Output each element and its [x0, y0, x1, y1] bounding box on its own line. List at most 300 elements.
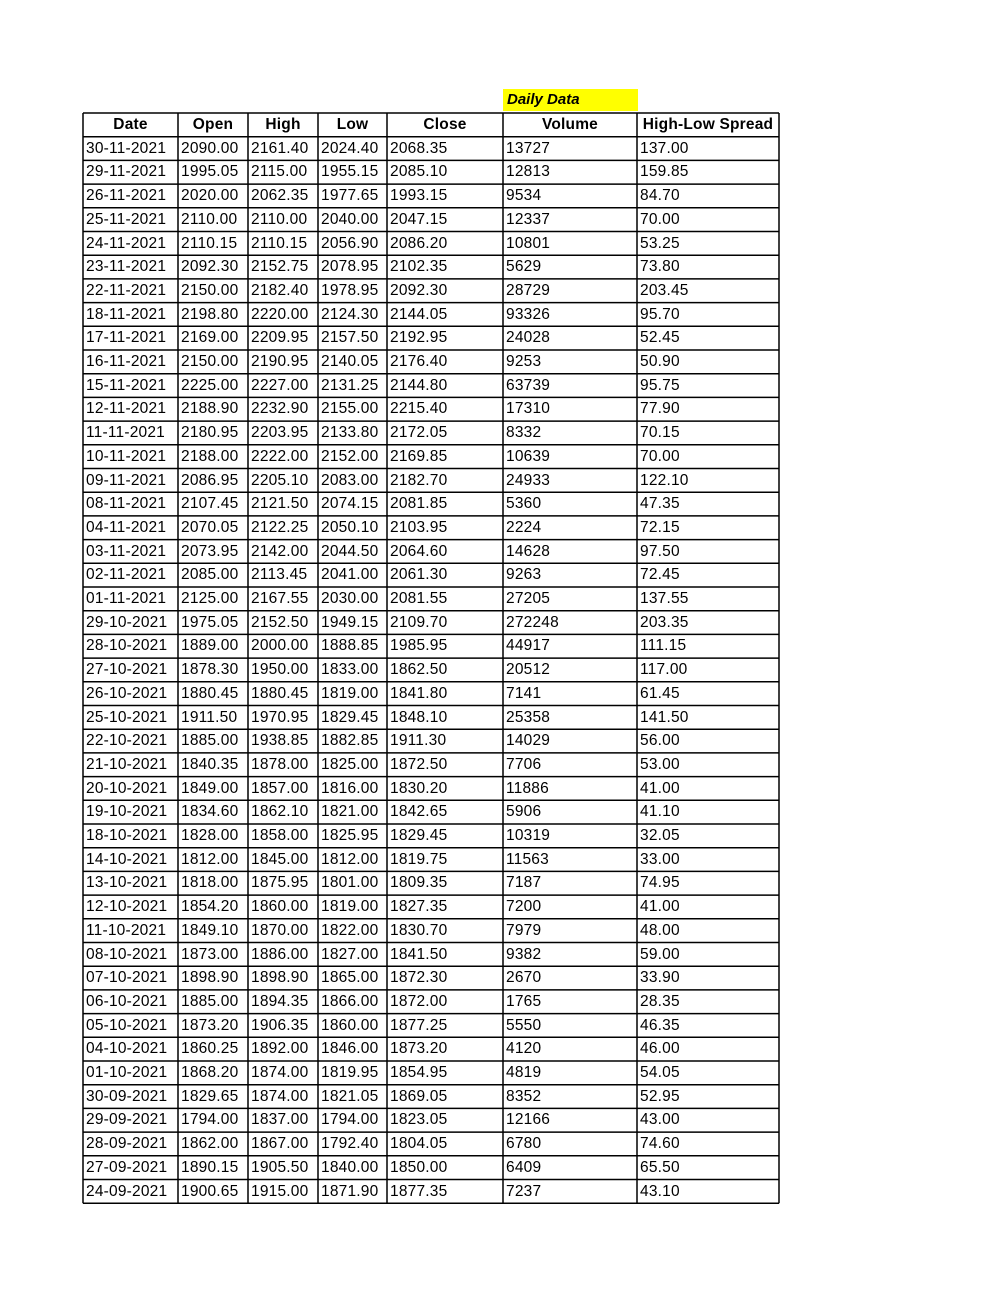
cell-volume: 7200 [506, 898, 542, 916]
cell-low: 1833.00 [321, 661, 379, 679]
cell-spread: 203.45 [640, 281, 689, 299]
cell-date: 22-10-2021 [86, 732, 168, 750]
cell-low: 2074.15 [321, 495, 379, 513]
cell-low: 2124.30 [321, 305, 379, 323]
cell-low: 1865.00 [321, 969, 379, 987]
cell-date: 01-11-2021 [86, 590, 167, 607]
cell-volume: 14029 [506, 732, 551, 750]
cell-close: 1823.05 [390, 1111, 448, 1129]
cell-volume: 272248 [506, 613, 559, 631]
cell-spread: 46.00 [640, 1040, 680, 1058]
cell-close: 1985.95 [390, 637, 448, 655]
cell-high: 1950.00 [251, 661, 309, 679]
cell-volume: 24028 [506, 329, 551, 347]
cell-close: 1804.05 [390, 1135, 448, 1153]
cell-low: 2155.00 [321, 400, 379, 418]
cell-date: 21-10-2021 [86, 755, 168, 773]
cell-volume: 17310 [506, 400, 551, 418]
cell-close: 2102.35 [390, 258, 448, 276]
cell-open: 2150.00 [181, 281, 239, 299]
cell-close: 1862.50 [390, 661, 448, 679]
cell-spread: 84.70 [640, 187, 680, 205]
cell-high: 2220.00 [251, 305, 309, 323]
cell-volume: 27205 [506, 590, 551, 607]
cell-spread: 61.45 [640, 684, 680, 702]
cell-volume: 12166 [506, 1111, 551, 1129]
cell-low: 1949.15 [321, 613, 379, 631]
cell-high: 1870.00 [251, 921, 309, 939]
cell-date: 18-11-2021 [86, 305, 167, 323]
cell-spread: 159.85 [640, 163, 689, 181]
cell-high: 2203.95 [251, 424, 309, 442]
cell-low: 2133.80 [321, 424, 379, 442]
cell-volume: 9534 [506, 187, 542, 205]
cell-low: 2056.90 [321, 234, 379, 252]
cell-date: 26-10-2021 [86, 684, 168, 702]
cell-close: 2172.05 [390, 424, 448, 442]
header-date: Date [113, 116, 148, 133]
daily-data-label: Daily Data [503, 89, 638, 111]
cell-high: 1874.00 [251, 1087, 309, 1105]
cell-date: 14-10-2021 [86, 850, 168, 868]
cell-close: 2047.15 [390, 210, 448, 228]
cell-high: 1862.10 [251, 803, 309, 821]
cell-close: 2092.30 [390, 281, 448, 299]
cell-low: 2044.50 [321, 542, 379, 560]
cell-open: 1829.65 [181, 1087, 239, 1105]
cell-high: 2152.75 [251, 258, 309, 276]
cell-date: 13-10-2021 [86, 874, 168, 892]
cell-date: 22-11-2021 [86, 281, 167, 299]
cell-high: 1880.45 [251, 684, 309, 702]
cell-open: 1885.00 [181, 732, 239, 750]
cell-close: 2103.95 [390, 518, 448, 536]
cell-high: 2121.50 [251, 495, 309, 513]
cell-date: 08-11-2021 [86, 495, 167, 513]
cell-open: 1828.00 [181, 827, 239, 844]
cell-spread: 32.05 [640, 827, 680, 844]
cell-date: 12-11-2021 [86, 400, 167, 418]
cell-spread: 65.50 [640, 1158, 680, 1176]
cell-date: 25-10-2021 [86, 708, 168, 726]
cell-volume: 63739 [506, 376, 551, 394]
cell-low: 1871.90 [321, 1182, 379, 1200]
cell-low: 1978.95 [321, 281, 379, 299]
cell-spread: 70.15 [640, 424, 680, 442]
cell-low: 2152.00 [321, 447, 379, 465]
cell-close: 2081.55 [390, 590, 448, 607]
cell-high: 2222.00 [251, 447, 309, 465]
cell-low: 1829.45 [321, 708, 379, 726]
cell-close: 1911.30 [390, 732, 447, 750]
cell-volume: 14628 [506, 542, 551, 560]
cell-close: 1819.75 [390, 850, 448, 868]
cell-date: 27-10-2021 [86, 661, 168, 679]
cell-low: 1812.00 [321, 850, 379, 868]
cell-spread: 54.05 [640, 1064, 680, 1081]
cell-volume: 7706 [506, 755, 542, 773]
cell-low: 2030.00 [321, 590, 379, 607]
cell-close: 2215.40 [390, 400, 448, 418]
header-spread: High-Low Spread [642, 116, 774, 133]
cell-high: 1845.00 [251, 850, 309, 868]
cell-date: 05-10-2021 [86, 1016, 168, 1034]
cell-low: 1801.00 [321, 874, 379, 892]
cell-spread: 46.35 [640, 1016, 680, 1034]
cell-close: 1877.35 [390, 1182, 448, 1200]
cell-volume: 5629 [506, 258, 542, 276]
cell-spread: 70.00 [640, 447, 680, 465]
cell-open: 1849.10 [181, 921, 239, 939]
cell-high: 2142.00 [251, 542, 309, 560]
cell-close: 2144.80 [390, 376, 448, 394]
header-close: Close [423, 116, 467, 133]
cell-open: 1873.00 [181, 945, 239, 963]
cell-date: 04-11-2021 [86, 518, 167, 536]
cell-spread: 77.90 [640, 400, 680, 418]
cell-date: 24-11-2021 [86, 234, 167, 252]
cell-high: 2110.15 [251, 234, 308, 252]
cell-date: 16-11-2021 [86, 353, 167, 370]
cell-date: 11-10-2021 [86, 921, 167, 939]
cell-close: 1993.15 [390, 187, 448, 205]
cell-low: 1846.00 [321, 1040, 379, 1058]
cell-close: 1872.30 [390, 969, 448, 987]
cell-spread: 122.10 [640, 471, 689, 489]
cell-open: 1995.05 [181, 163, 239, 181]
cell-volume: 10639 [506, 447, 551, 465]
cell-volume: 20512 [506, 661, 551, 679]
cell-date: 15-11-2021 [86, 376, 167, 394]
cell-open: 2070.05 [181, 518, 239, 536]
cell-volume: 13727 [506, 139, 551, 157]
cell-close: 1830.70 [390, 921, 448, 939]
cell-spread: 48.00 [640, 921, 680, 939]
cell-open: 2090.00 [181, 139, 239, 157]
cell-spread: 74.95 [640, 874, 680, 892]
cell-open: 1794.00 [181, 1111, 239, 1129]
cell-low: 2040.00 [321, 210, 379, 228]
cell-low: 2050.10 [321, 518, 379, 536]
cell-open: 1812.00 [181, 850, 239, 868]
cell-spread: 52.95 [640, 1087, 680, 1105]
cell-open: 1878.30 [181, 661, 239, 679]
cell-volume: 8332 [506, 424, 542, 442]
cell-volume: 1765 [506, 992, 542, 1010]
cell-volume: 7187 [506, 874, 542, 892]
cell-low: 1825.00 [321, 755, 379, 773]
cell-spread: 70.00 [640, 210, 680, 228]
cell-open: 1975.05 [181, 613, 239, 631]
cell-low: 1819.00 [321, 898, 379, 916]
cell-date: 18-10-2021 [86, 827, 168, 844]
cell-close: 1830.20 [390, 779, 448, 797]
cell-open: 1911.50 [181, 708, 238, 726]
cell-date: 03-11-2021 [86, 542, 167, 560]
cell-close: 2182.70 [390, 471, 448, 489]
cell-close: 1809.35 [390, 874, 448, 892]
cell-volume: 9263 [506, 566, 542, 584]
cell-date: 20-10-2021 [86, 779, 168, 797]
cell-date: 11-11-2021 [86, 424, 165, 442]
cell-low: 1955.15 [321, 163, 379, 181]
cell-open: 1889.00 [181, 637, 239, 655]
cell-close: 2061.30 [390, 566, 448, 584]
cell-spread: 203.35 [640, 613, 689, 631]
cell-open: 2125.00 [181, 590, 239, 607]
cell-open: 2225.00 [181, 376, 239, 394]
cell-date: 02-11-2021 [86, 566, 167, 584]
cell-close: 2192.95 [390, 329, 448, 347]
cell-high: 2110.00 [251, 210, 308, 228]
cell-spread: 43.10 [640, 1182, 680, 1200]
cell-open: 2020.00 [181, 187, 239, 205]
cell-open: 2110.15 [181, 234, 238, 252]
cell-volume: 7979 [506, 921, 542, 939]
cell-open: 2169.00 [181, 329, 239, 347]
cell-high: 2000.00 [251, 637, 309, 655]
cell-spread: 52.45 [640, 329, 680, 347]
cell-volume: 24933 [506, 471, 551, 489]
cell-date: 23-11-2021 [86, 258, 167, 276]
cell-spread: 111.15 [640, 637, 687, 655]
cell-close: 1869.05 [390, 1087, 448, 1105]
cell-volume: 5550 [506, 1016, 542, 1034]
cell-high: 1892.00 [251, 1040, 309, 1058]
cell-high: 2182.40 [251, 281, 309, 299]
cell-spread: 41.00 [640, 779, 680, 797]
cell-open: 2180.95 [181, 424, 239, 442]
cell-date: 09-11-2021 [86, 471, 167, 489]
cell-volume: 44917 [506, 637, 551, 655]
cell-spread: 97.50 [640, 542, 680, 560]
cell-low: 1821.05 [321, 1087, 379, 1105]
cell-date: 06-10-2021 [86, 992, 168, 1010]
cell-volume: 7141 [506, 684, 542, 702]
cell-high: 1857.00 [251, 779, 309, 797]
cell-low: 1977.65 [321, 187, 379, 205]
cell-spread: 137.00 [640, 139, 689, 157]
cell-volume: 5360 [506, 495, 542, 513]
cell-spread: 117.00 [640, 661, 688, 679]
cell-close: 2169.85 [390, 447, 448, 465]
cell-volume: 11563 [506, 850, 549, 868]
cell-low: 2131.25 [321, 376, 379, 394]
cell-low: 1816.00 [321, 779, 379, 797]
cell-date: 12-10-2021 [86, 898, 168, 916]
cell-high: 2062.35 [251, 187, 309, 205]
cell-high: 2113.45 [251, 566, 308, 584]
cell-date: 29-09-2021 [86, 1111, 168, 1129]
cell-close: 1848.10 [390, 708, 448, 726]
cell-volume: 8352 [506, 1087, 542, 1105]
cell-open: 2086.95 [181, 471, 239, 489]
cell-high: 2209.95 [251, 329, 309, 347]
cell-low: 1819.00 [321, 684, 379, 702]
cell-date: 24-09-2021 [86, 1182, 168, 1200]
cell-open: 1849.00 [181, 779, 239, 797]
cell-volume: 10801 [506, 234, 551, 252]
cell-date: 07-10-2021 [86, 969, 168, 987]
cell-close: 1873.20 [390, 1040, 448, 1058]
cell-close: 1872.00 [390, 992, 448, 1010]
cell-volume: 25358 [506, 708, 551, 726]
cell-high: 1886.00 [251, 945, 309, 963]
cell-date: 10-11-2021 [86, 447, 167, 465]
cell-spread: 53.00 [640, 755, 680, 773]
cell-date: 01-10-2021 [86, 1064, 168, 1081]
header-high: High [265, 116, 301, 133]
cell-date: 08-10-2021 [86, 945, 168, 963]
cell-high: 1970.95 [251, 708, 309, 726]
cell-open: 2110.00 [181, 210, 238, 228]
cell-spread: 28.35 [640, 992, 680, 1010]
cell-spread: 95.75 [640, 376, 680, 394]
cell-date: 28-10-2021 [86, 637, 168, 655]
cell-spread: 141.50 [640, 708, 689, 726]
cell-volume: 28729 [506, 281, 551, 299]
cell-close: 2109.70 [390, 613, 448, 631]
cell-open: 2188.90 [181, 400, 239, 418]
cell-open: 1885.00 [181, 992, 239, 1010]
cell-open: 1840.35 [181, 755, 239, 773]
cell-open: 1890.15 [181, 1158, 239, 1176]
cell-date: 29-11-2021 [86, 163, 167, 181]
cell-open: 2085.00 [181, 566, 239, 584]
cell-high: 2205.10 [251, 471, 309, 489]
cell-volume: 93326 [506, 305, 551, 323]
cell-close: 1854.95 [390, 1064, 448, 1081]
cell-high: 1878.00 [251, 755, 309, 773]
cell-high: 1860.00 [251, 898, 309, 916]
cell-low: 2083.00 [321, 471, 379, 489]
cell-spread: 50.90 [640, 353, 680, 370]
cell-spread: 53.25 [640, 234, 680, 252]
cell-high: 1858.00 [251, 827, 309, 844]
cell-open: 1834.60 [181, 803, 239, 821]
cell-open: 1898.90 [181, 969, 239, 987]
cell-low: 1860.00 [321, 1016, 379, 1034]
cell-volume: 11886 [506, 779, 549, 797]
cell-close: 2144.05 [390, 305, 448, 323]
cell-date: 04-10-2021 [86, 1040, 168, 1058]
cell-open: 1873.20 [181, 1016, 239, 1034]
cell-close: 2086.20 [390, 234, 448, 252]
cell-open: 1860.25 [181, 1040, 239, 1058]
cell-spread: 43.00 [640, 1111, 680, 1129]
cell-high: 1867.00 [251, 1135, 309, 1153]
cell-close: 1827.35 [390, 898, 448, 916]
cell-close: 1872.50 [390, 755, 448, 773]
cell-low: 2041.00 [321, 566, 379, 584]
header-volume: Volume [541, 116, 599, 133]
cell-spread: 47.35 [640, 495, 680, 513]
cell-volume: 12813 [506, 163, 551, 181]
cell-low: 1840.00 [321, 1158, 379, 1176]
cell-volume: 2224 [506, 518, 542, 536]
cell-date: 17-11-2021 [86, 329, 167, 347]
cell-spread: 95.70 [640, 305, 680, 323]
cell-high: 1837.00 [251, 1111, 309, 1129]
cell-spread: 59.00 [640, 945, 680, 963]
cell-high: 1906.35 [251, 1016, 309, 1034]
cell-close: 2176.40 [390, 353, 448, 370]
cell-high: 1938.85 [251, 732, 309, 750]
cell-volume: 9253 [506, 353, 542, 370]
cell-open: 1862.00 [181, 1135, 239, 1153]
cell-open: 2188.00 [181, 447, 239, 465]
cell-close: 1877.25 [390, 1016, 448, 1034]
cell-spread: 56.00 [640, 732, 680, 750]
cell-high: 2152.50 [251, 613, 309, 631]
cell-date: 27-09-2021 [86, 1158, 168, 1176]
cell-low: 2140.05 [321, 353, 379, 370]
cell-high: 1915.00 [251, 1182, 309, 1200]
cell-spread: 73.80 [640, 258, 680, 276]
cell-date: 30-09-2021 [86, 1087, 168, 1105]
cell-high: 2115.00 [251, 163, 308, 181]
cell-high: 2122.25 [251, 518, 309, 536]
cell-spread: 41.10 [640, 803, 680, 821]
cell-high: 1905.50 [251, 1158, 309, 1176]
cell-low: 1882.85 [321, 732, 379, 750]
cell-low: 1827.00 [321, 945, 379, 963]
cell-low: 1819.95 [321, 1064, 379, 1081]
cell-open: 1818.00 [181, 874, 239, 892]
cell-high: 1894.35 [251, 992, 309, 1010]
cell-volume: 6780 [506, 1135, 542, 1153]
cell-open: 2073.95 [181, 542, 239, 560]
cell-date: 29-10-2021 [86, 613, 168, 631]
cell-spread: 74.60 [640, 1135, 680, 1153]
cell-volume: 7237 [506, 1182, 542, 1200]
cell-spread: 41.00 [640, 898, 680, 916]
cell-high: 1874.00 [251, 1064, 309, 1081]
cell-high: 1875.95 [251, 874, 309, 892]
cell-close: 2064.60 [390, 542, 448, 560]
cell-low: 2157.50 [321, 329, 379, 347]
cell-high: 2167.55 [251, 590, 309, 607]
cell-open: 2092.30 [181, 258, 239, 276]
header-open: Open [192, 116, 234, 133]
cell-date: 26-11-2021 [86, 187, 167, 205]
cell-low: 1822.00 [321, 921, 379, 939]
cell-close: 1850.00 [390, 1158, 448, 1176]
cell-volume: 4120 [506, 1040, 542, 1058]
cell-low: 1888.85 [321, 637, 379, 655]
cell-volume: 12337 [506, 210, 551, 228]
cell-open: 2150.00 [181, 353, 239, 370]
cell-close: 1829.45 [390, 827, 448, 844]
cell-spread: 72.15 [640, 518, 680, 536]
cell-volume: 4819 [506, 1064, 542, 1081]
cell-high: 2190.95 [251, 353, 309, 370]
cell-open: 1900.65 [181, 1182, 239, 1200]
cell-high: 2161.40 [251, 139, 309, 157]
cell-close: 2081.85 [390, 495, 448, 513]
cell-low: 2024.40 [321, 139, 379, 157]
cell-high: 1898.90 [251, 969, 309, 987]
cell-spread: 33.00 [640, 850, 680, 868]
cell-high: 2232.90 [251, 400, 309, 418]
cell-spread: 137.55 [640, 590, 689, 607]
cell-date: 28-09-2021 [86, 1135, 168, 1153]
cell-open: 1854.20 [181, 898, 239, 916]
cell-low: 1866.00 [321, 992, 379, 1010]
cell-volume: 9382 [506, 945, 542, 963]
cell-close: 1841.80 [390, 684, 448, 702]
cell-open: 1880.45 [181, 684, 239, 702]
